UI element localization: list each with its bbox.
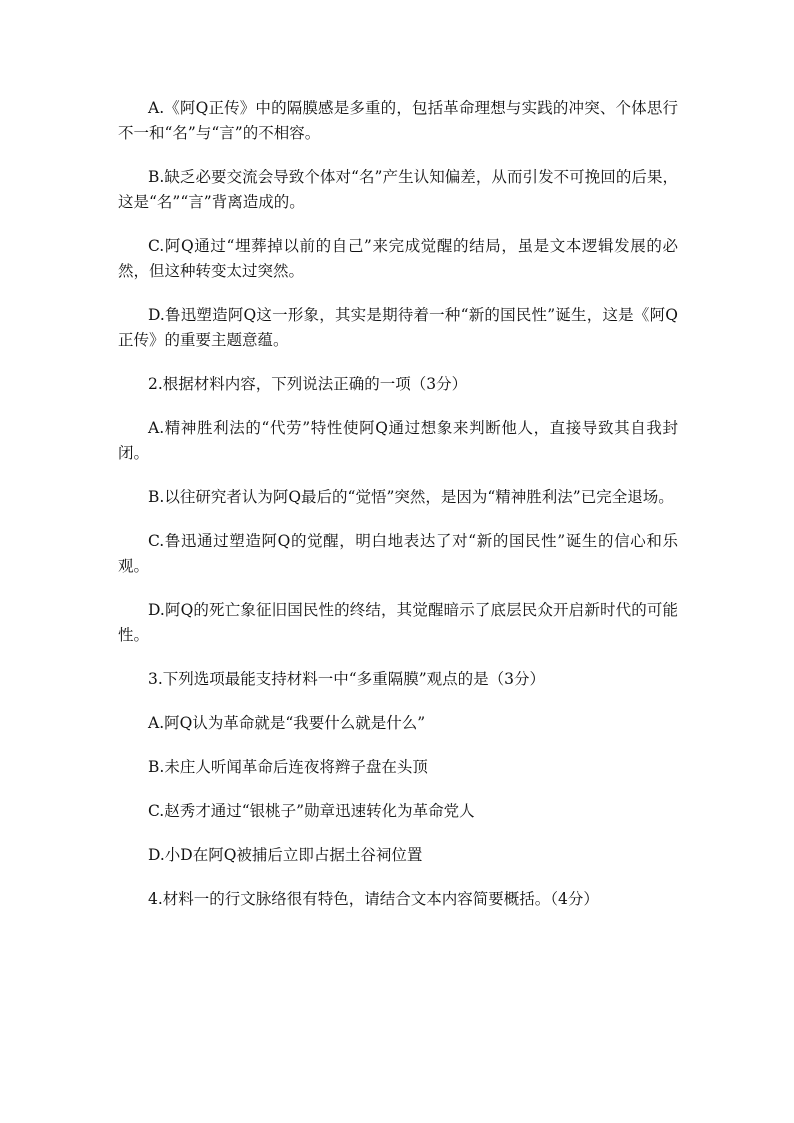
question-2-stem: 2.根据材料内容，下列说法正确的一项（3分） [148,375,468,393]
option-3c-text: C.赵秀才通过“银桃子”勋章迅速转化为革命党人 [148,802,475,820]
option-2b-text: B.以往研究者认为阿Q最后的“觉悟”突然，是因为“精神胜利法”已完全退场。 [148,488,674,506]
option-2c-text: C.鲁迅通过塑造阿Q的觉醒，明白地表达了对“新的国民性”诞生的信心和乐观。 [118,532,678,575]
option-3d-text: D.小D在阿Q被捕后立即占据土谷祠位置 [148,846,423,864]
option-1d-text: D.鲁迅塑造阿Q这一形象，其实是期待着一种“新的国民性”诞生，这是《阿Q正传》的重要主题意蕴。 [118,306,678,349]
option-1c-text: C.阿Q通过“埋葬掉以前的自己”来完成觉醒的结局，虽是文本逻辑发展的必然，但这种转变太过突然。 [118,237,678,280]
document-body [118,96,678,931]
question-3-stem: 3.下列选项最能支持材料一中“多重隔膜”观点的是（3分） [148,670,546,688]
option-2a-text: A.精神胜利法的“代劳”特性使阿Q通过想象来判断他人，直接导致其自我封闭。 [118,419,678,462]
option-2d-text: D.阿Q的死亡象征旧国民性的终结，其觉醒暗示了底层民众开启新时代的可能性。 [118,601,678,644]
option-3b-text: B.未庄人听闻革命后连夜将辫子盘在头顶 [148,758,428,776]
option-1a-text: A.《阿Q正传》中的隔膜感是多重的，包括革命理想与实践的冲突、个体思行不一和“名”与“言”的不相容。 [118,99,678,142]
option-3a-text: A.阿Q认为革命就是“我要什么就是什么” [148,714,426,732]
question-4-stem: 4.材料一的行文脉络很有特色，请结合文本内容简要概括。（4分） [148,890,599,908]
option-1b-text: B.缺乏必要交流会导致个体对“名”产生认知偏差，从而引发不可挽回的后果，这是“名”“言”背离造成的。 [118,168,678,211]
